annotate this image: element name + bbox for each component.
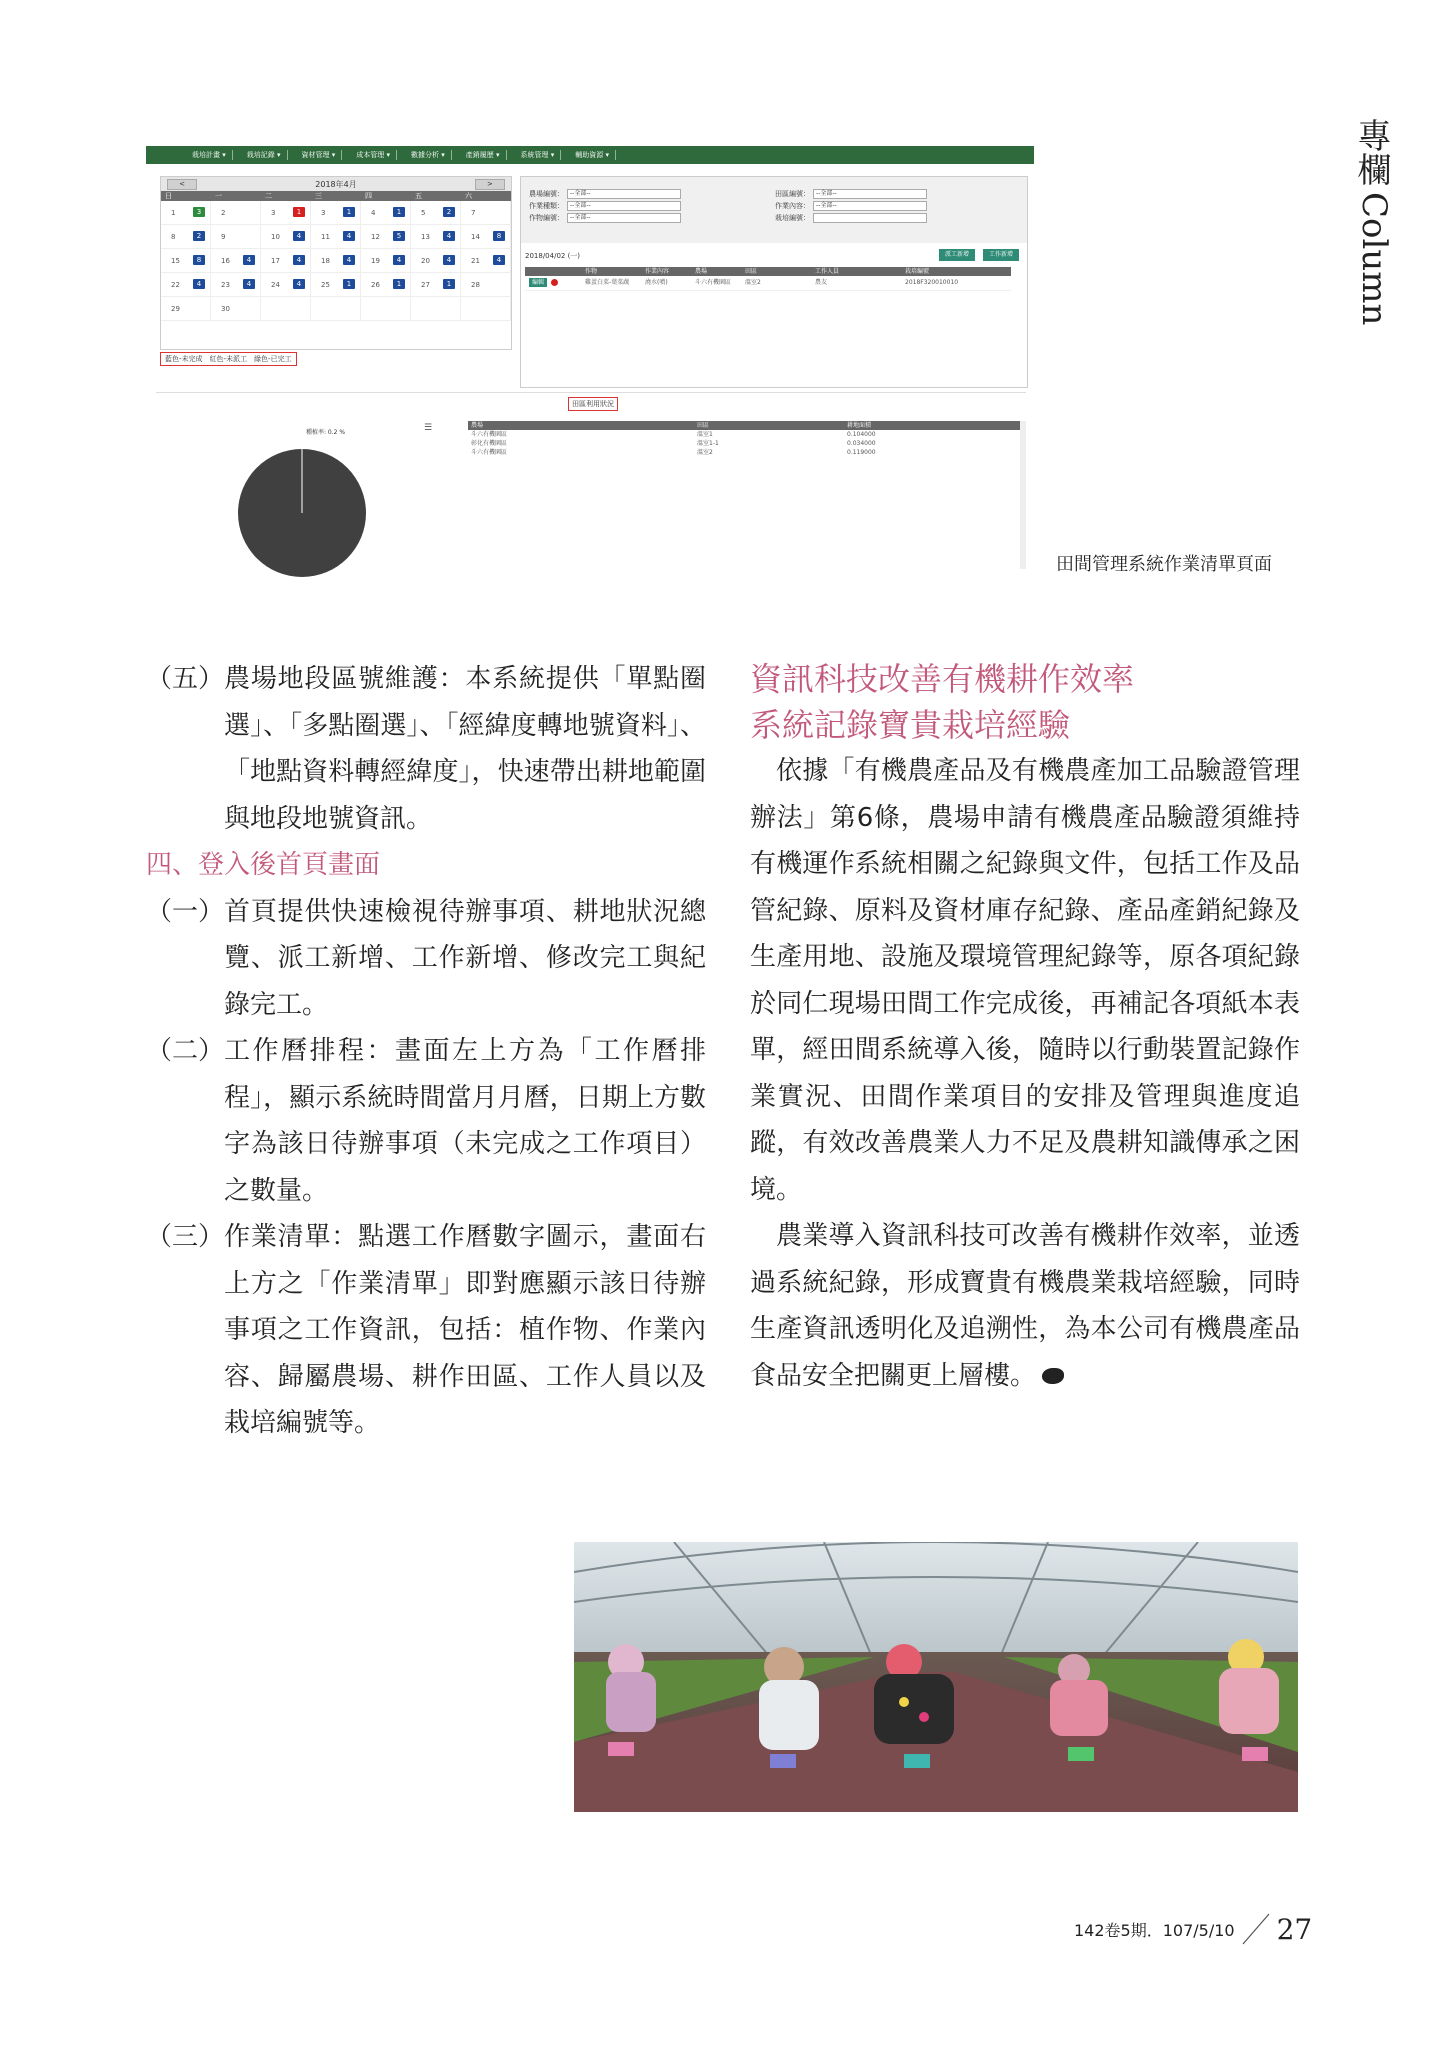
article-heading-2: 系統記錄寶貴栽培經驗 <box>750 706 1071 744</box>
work-add-button[interactable]: 工作新增 <box>983 249 1019 261</box>
calendar-day[interactable] <box>161 249 211 273</box>
item2-label: （二） <box>146 1036 225 1066</box>
todo-count-badge[interactable]: 8 <box>193 255 205 265</box>
column-tag-en: Column <box>1354 192 1394 326</box>
divider-slash-icon <box>1239 1912 1273 1946</box>
field-usage-title: 田區利用狀況 <box>568 397 618 411</box>
task-plant-no: 2018F320010010 <box>905 279 959 286</box>
todo-count-badge[interactable]: 1 <box>343 279 355 289</box>
screenshot-nav <box>146 146 1034 164</box>
edit-button[interactable]: 編輯 <box>529 278 547 287</box>
calendar-day[interactable] <box>411 297 461 321</box>
todo-count-badge[interactable]: 4 <box>293 255 305 265</box>
task-table <box>525 267 1011 291</box>
status-dot-icon <box>551 279 558 286</box>
day-number: 19 <box>371 257 380 265</box>
table-cell: 0.119000 <box>847 449 876 456</box>
todo-count-badge[interactable]: 4 <box>243 279 255 289</box>
paragraph-1: 依據「有機農產品及有機農產加工品驗證管理辦法」第6條，農場申請有機農產品驗證須維持有機運作系統相關之紀錄與文件，包括工作及品管紀錄、原料及資材庫存紀錄、產品產銷紀錄及生產用地、設施及環境管理紀錄等，原各項紀錄於同仁現場田間工作完成後，再補記各項紙本表單，經田間系統導入後，隨時以行動裝置記錄作業實況、田間作業項目的安排及管理與進度追蹤，有效改善農業人力不足及農耕知識傳承之困境。 <box>750 756 1300 1205</box>
menu-icon[interactable]: ☰ <box>424 423 433 433</box>
table-cell: 0.104000 <box>847 431 876 438</box>
column-tag-zh: 專欄 <box>1351 118 1391 186</box>
system-screenshot <box>146 146 1034 570</box>
page-number: 27 <box>1276 1912 1313 1946</box>
column-header <box>525 267 585 276</box>
table-row[interactable] <box>468 448 1024 457</box>
dispatch-add-button[interactable]: 派工新增 <box>939 249 975 261</box>
calendar-day[interactable] <box>361 249 411 273</box>
task-field: 溫室2 <box>745 279 761 286</box>
calendar-title: 2018年4月 <box>315 179 357 189</box>
task-table-header <box>525 267 1011 276</box>
day-number: 23 <box>221 281 230 289</box>
table-cell: 斗六有機園區 <box>471 449 508 456</box>
calendar-prev-button[interactable]: < <box>167 179 197 190</box>
calendar-day[interactable] <box>411 225 461 249</box>
day-number: 7 <box>471 209 476 217</box>
weekday-label: 四 <box>365 192 372 200</box>
day-number: 4 <box>371 209 376 217</box>
usage-table-header <box>468 421 1024 430</box>
farm-filter-select[interactable]: --全部-- <box>567 189 681 199</box>
todo-count-badge[interactable]: 3 <box>193 207 205 217</box>
todo-count-badge[interactable]: 1 <box>393 207 405 217</box>
todo-count-badge[interactable]: 4 <box>193 279 205 289</box>
greenhouse-photo <box>574 1542 1298 1812</box>
day-number: 5 <box>421 209 426 217</box>
day-number: 10 <box>271 233 280 241</box>
column-header: 栽培編號 <box>905 268 930 275</box>
calendar-day[interactable] <box>161 225 211 249</box>
day-number: 27 <box>421 281 430 289</box>
todo-count-badge[interactable]: 4 <box>343 231 355 241</box>
field-filter-label: 田區編號： <box>775 190 810 198</box>
nav-menu-item[interactable]: 栽培記錄 ▾ <box>241 150 288 160</box>
day-number: 26 <box>371 281 380 289</box>
nav-menu-item[interactable]: 產銷履歷 ▾ <box>460 150 507 160</box>
task-content: 澆水(噴) <box>645 279 668 286</box>
nav-menu-item[interactable]: 成本管理 ▾ <box>350 150 397 160</box>
item5-text: 農場地段區號維護：本系統提供「單點圈選」、「多點圈選」、「經緯度轉地號資料」、「地點資料轉經緯度」，快速帶出耕地範圍與地段地號資訊。 <box>224 664 706 834</box>
weekday-label: 三 <box>315 192 322 200</box>
day-number: 1 <box>171 209 176 217</box>
calendar-day[interactable] <box>211 297 261 321</box>
field-usage-panel <box>156 392 1026 569</box>
item1-text: 首頁提供快速檢視待辦事項、耕地狀況總覽、派工新增、工作新增、修改完工與紀錄完工。 <box>224 896 706 1020</box>
crop-filter-label: 作物編號： <box>529 214 564 222</box>
table-row[interactable] <box>468 430 1024 439</box>
usage-pie-chart <box>238 449 366 577</box>
calendar-day[interactable] <box>411 201 461 225</box>
day-number: 30 <box>221 305 230 313</box>
task-date: 2018/04/02 (一) <box>525 252 581 260</box>
task-farm: 斗六有機園區 <box>695 279 732 286</box>
day-number: 3 <box>321 209 326 217</box>
calendar-day[interactable] <box>211 201 261 225</box>
calendar-day[interactable] <box>411 249 461 273</box>
day-number: 8 <box>171 233 176 241</box>
figure-caption: 田間管理系統作業清單頁面 <box>1056 554 1272 575</box>
day-number: 20 <box>421 257 430 265</box>
plant-filter-label: 栽培編號： <box>775 214 810 222</box>
todo-count-badge[interactable]: 1 <box>393 279 405 289</box>
todo-count-badge[interactable]: 8 <box>493 231 505 241</box>
todo-count-badge[interactable]: 4 <box>443 231 455 241</box>
calendar-day[interactable] <box>361 201 411 225</box>
calendar-day[interactable] <box>211 249 261 273</box>
day-number: 11 <box>321 233 330 241</box>
day-number: 24 <box>271 281 280 289</box>
column-header: 農場 <box>695 268 708 275</box>
weekday-label: 一 <box>215 192 222 200</box>
column-header: 農場 <box>471 422 484 429</box>
page-footer <box>1074 1912 1312 1946</box>
todo-count-badge[interactable]: 1 <box>443 279 455 289</box>
nav-menu-item[interactable]: 系統管理 ▾ <box>515 150 562 160</box>
table-row[interactable] <box>468 439 1024 448</box>
weekday-label: 二 <box>265 192 272 200</box>
todo-count-badge[interactable]: 4 <box>293 279 305 289</box>
column-header: 耕地面積 <box>847 422 872 429</box>
usage-table <box>468 421 1024 457</box>
day-number: 2 <box>221 209 226 217</box>
day-number: 18 <box>321 257 330 265</box>
worktype-filter-select[interactable]: --全部-- <box>567 201 681 211</box>
todo-count-badge[interactable]: 4 <box>293 231 305 241</box>
calendar-day[interactable] <box>311 249 361 273</box>
calendar-day[interactable] <box>161 273 211 297</box>
scrollbar[interactable] <box>1020 421 1026 569</box>
day-number: 15 <box>171 257 180 265</box>
day-number: 22 <box>171 281 180 289</box>
todo-count-badge[interactable]: 4 <box>393 255 405 265</box>
calendar-day[interactable] <box>261 273 311 297</box>
weekday-label: 日 <box>165 192 172 200</box>
column-header: 田區 <box>745 268 758 275</box>
list-item <box>146 889 706 1029</box>
day-number: 28 <box>471 281 480 289</box>
calendar-weekdays <box>161 191 511 201</box>
todo-count-badge[interactable]: 4 <box>243 255 255 265</box>
calendar-day[interactable] <box>461 201 511 225</box>
task-worker: 農友 <box>815 279 828 286</box>
calendar-day[interactable] <box>311 201 361 225</box>
calendar-day[interactable] <box>261 225 311 249</box>
item3-label: （三） <box>146 1222 225 1252</box>
table-cell: 斗六有機園區 <box>471 431 508 438</box>
calendar-day[interactable] <box>211 225 261 249</box>
list-item <box>146 656 706 842</box>
todo-count-badge[interactable]: 2 <box>443 207 455 217</box>
item3-text: 作業清單：點選工作曆數字圖示，畫面右上方之「作業清單」即對應顯示該日待辦事項之工作資訊，包括：植作物、作業內容、歸屬農場、耕作田區、工作人員以及栽培編號等。 <box>224 1222 706 1438</box>
paragraph-2-text: 農業導入資訊科技可改善有機耕作效率，並透過系統紀錄，形成寶貴有機農業栽培經驗，同時生產資訊透明化及追溯性，為本公司有機農產品食品安全把關更上層樓。 <box>750 1221 1300 1391</box>
article-heading-1: 資訊科技改善有機耕作效率 <box>750 660 1135 698</box>
calendar-day[interactable] <box>461 297 511 321</box>
day-number: 29 <box>171 305 180 313</box>
day-number: 16 <box>221 257 230 265</box>
work-calendar <box>160 176 512 350</box>
column-header: 作業內容 <box>645 268 670 275</box>
table-cell: 0.034000 <box>847 440 876 447</box>
table-cell: 溫室2 <box>697 449 713 456</box>
calendar-day[interactable] <box>161 201 211 225</box>
item2-text: 工作曆排程：畫面左上方為「工作曆排程」，顯示系統時間當月月曆，日期上方數字為該日待辦事項（未完成之工作項目）之數量。 <box>224 1036 706 1206</box>
todo-count-badge[interactable]: 2 <box>193 231 205 241</box>
task-filters <box>521 177 1027 243</box>
column-header: 作物 <box>585 268 598 275</box>
day-number: 25 <box>321 281 330 289</box>
calendar-day[interactable] <box>361 225 411 249</box>
column-header: 田區 <box>697 422 710 429</box>
task-list-panel <box>520 176 1028 388</box>
day-number: 3 <box>271 209 276 217</box>
list-item <box>146 1028 706 1214</box>
nav-menu-item[interactable]: 數據分析 ▾ <box>405 150 452 160</box>
issue-info: 142卷5期．107/5/10 <box>1074 1920 1235 1940</box>
calendar-day[interactable] <box>261 249 311 273</box>
column-tag <box>1348 118 1398 325</box>
list-item <box>146 1214 706 1447</box>
todo-count-badge[interactable]: 1 <box>293 207 305 217</box>
todo-count-badge[interactable]: 4 <box>443 255 455 265</box>
table-row[interactable] <box>525 276 1011 291</box>
column-header: 工作人員 <box>815 268 840 275</box>
greenhouse-photo-illustration <box>574 1542 1298 1812</box>
plant-filter-input[interactable] <box>813 213 927 223</box>
calendar-day[interactable] <box>311 273 361 297</box>
section-heading: 四、登入後首頁畫面 <box>146 850 381 880</box>
calendar-day[interactable] <box>461 225 511 249</box>
todo-count-badge[interactable]: 5 <box>393 231 405 241</box>
calendar-day[interactable] <box>211 273 261 297</box>
calendar-day[interactable] <box>261 297 311 321</box>
todo-count-badge[interactable]: 1 <box>343 207 355 217</box>
calendar-day[interactable] <box>311 297 361 321</box>
table-cell: 彰化有機園區 <box>471 440 508 447</box>
pie-label: 種植率: 0.2 % <box>306 429 346 436</box>
nav-menu-item[interactable]: 資材管理 ▾ <box>296 150 343 160</box>
crop-filter-select[interactable]: --全部-- <box>567 213 681 223</box>
nav-menu-item[interactable]: 栽培計畫 ▾ <box>186 150 233 160</box>
day-number: 12 <box>371 233 380 241</box>
calendar-next-button[interactable]: > <box>475 179 505 190</box>
farm-filter-label: 農場編號： <box>529 190 564 198</box>
workcontent-filter-select[interactable]: --全部-- <box>813 201 927 211</box>
todo-count-badge[interactable]: 4 <box>493 255 505 265</box>
end-mark-icon <box>1042 1368 1064 1384</box>
calendar-day[interactable] <box>461 273 511 297</box>
workcontent-filter-label: 作業內容： <box>775 202 810 210</box>
calendar-day[interactable] <box>361 297 411 321</box>
table-cell: 溫室1 <box>697 431 713 438</box>
calendar-day[interactable] <box>161 297 211 321</box>
calendar-grid <box>161 201 511 321</box>
right-column <box>750 656 1300 1399</box>
field-filter-select[interactable]: --全部-- <box>813 189 927 199</box>
calendar-day[interactable] <box>461 249 511 273</box>
day-number: 17 <box>271 257 280 265</box>
left-column <box>146 656 706 1447</box>
weekday-label: 五 <box>415 192 422 200</box>
paragraph-2 <box>750 1213 1300 1399</box>
item1-label: （一） <box>146 896 225 927</box>
task-crop: 雞蛋白菜-葉菜蔬 <box>585 279 630 286</box>
calendar-legend: 藍色-未完成 紅色-未派工 綠色-已完工 <box>160 352 297 366</box>
worktype-filter-label: 作業種類： <box>529 202 564 210</box>
table-cell: 溫室1-1 <box>697 440 719 447</box>
calendar-day[interactable] <box>261 201 311 225</box>
day-number: 9 <box>221 233 226 241</box>
calendar-day[interactable] <box>311 225 361 249</box>
nav-menu-item[interactable]: 輔助資源 ▾ <box>569 150 616 160</box>
item5-label: （五） <box>146 664 225 694</box>
weekday-label: 六 <box>465 192 472 200</box>
day-number: 13 <box>421 233 430 241</box>
calendar-day[interactable] <box>411 273 461 297</box>
day-number: 14 <box>471 233 480 241</box>
day-number: 21 <box>471 257 480 265</box>
todo-count-badge[interactable]: 4 <box>343 255 355 265</box>
calendar-day[interactable] <box>361 273 411 297</box>
